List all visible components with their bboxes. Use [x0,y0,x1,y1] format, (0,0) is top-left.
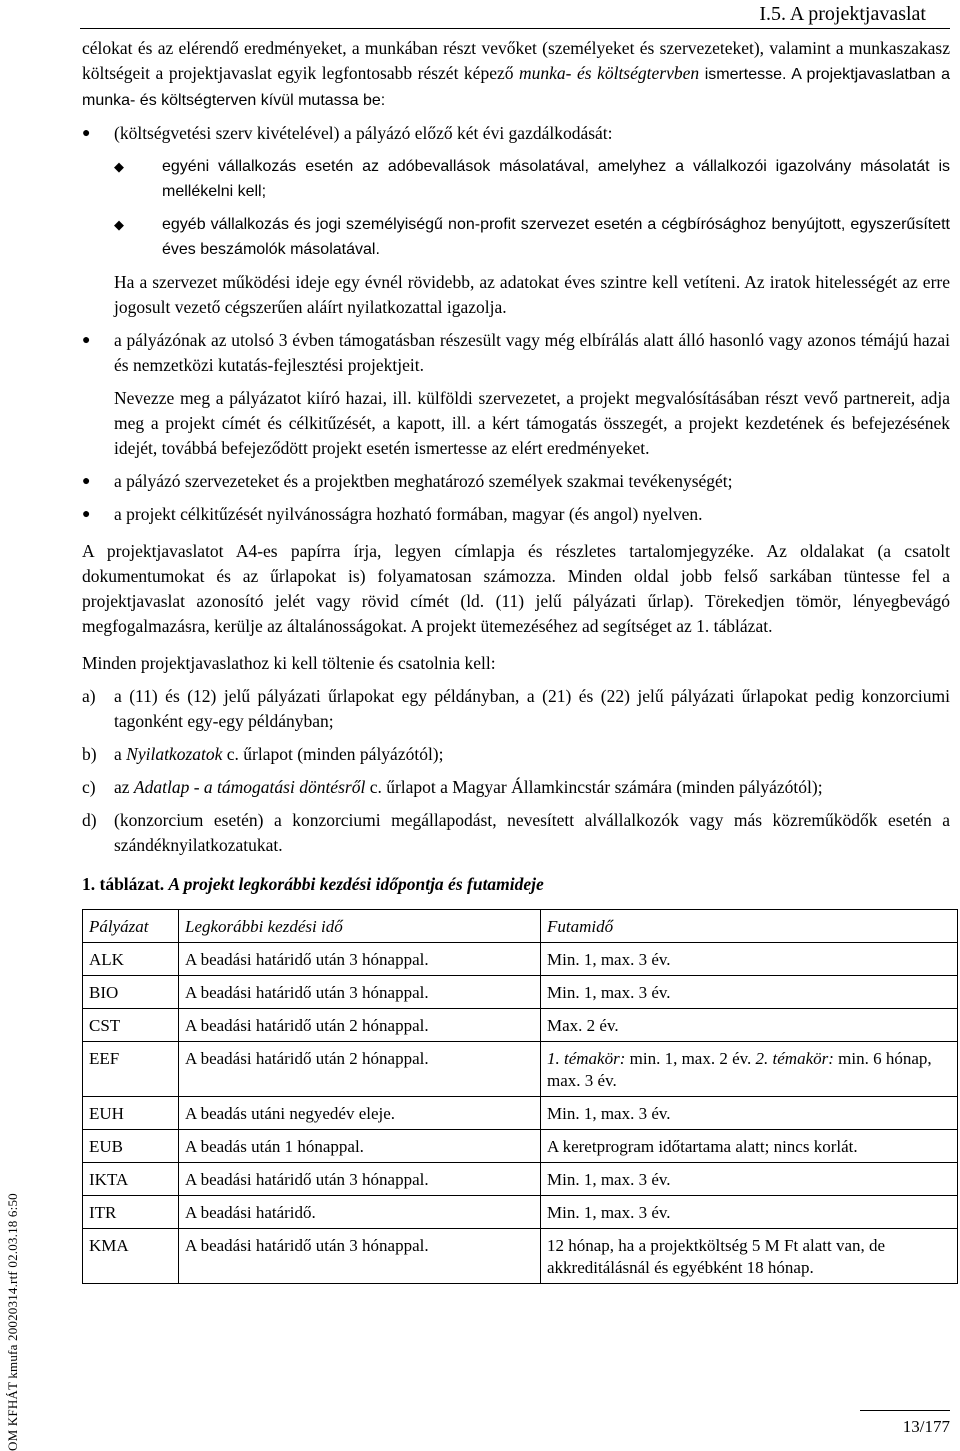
list-text [114,742,950,767]
list-text-post: c. űrlapot a Magyar Államkincstár számára (minden pályázótól); [365,777,823,797]
sub-bullet-item [114,154,950,204]
table-cell: BIO [83,976,179,1009]
table-cell: CST [83,1009,179,1042]
side-file-stamp: OM KFHÁT kmufa 20020314.rtf 02.03.18 6:50 [5,1193,20,1451]
table-row [83,1009,958,1042]
table-cell: EEF [83,1042,179,1097]
table-cell: ALK [83,943,179,976]
sub-bullet-text: egyéni vállalkozás esetén az adóbevallások másolatával, amelyhez a vállalkozói igazolvány másolatát is mellékelni kell; [162,158,950,200]
table-row [83,1097,958,1130]
table-row [83,976,958,1009]
table-caption [82,872,950,897]
eef-topic-2: 2. témakör: [755,1049,834,1068]
eef-text-2: min. 6 hónap, max. 3 év. [547,1049,932,1090]
table-row [83,1229,958,1284]
table-header-cell: Pályázat [83,910,179,943]
intro-paragraph [82,36,950,113]
table-cell: EUH [83,1097,179,1130]
list-label: d) [82,810,97,830]
list-text-italic: Adatlap - a támogatási döntésről [133,777,366,797]
bullet-dot-icon: ● [82,126,91,141]
header-title: I.5. A projektjavaslat [759,3,926,25]
table-caption-label: 1. táblázat. [82,874,165,894]
diamond-bullet-icon: ◆ [114,217,124,232]
a4-paragraph: A projektjavaslatot A4-es papírra írja, legyen címlapja és részletes tartalomjegyzéke. Az oldalakat (a csatolt dokumentumokat és az űrlapokat is) folyamatosan számozza. Minden oldal jobb felső sarkában tüntesse fel a projektjavaslat azonosító jelét vagy rövid címét (ld. (11) jelű pályázati űrlap). Törekedjen tömör, lényegbevágó megfogalmazásra, kerülje az általánosságokat. A projekt ütemezéséhez ad segítséget az 1. táblázat. [82,541,950,636]
page-number: 13/177 [902,1417,950,1436]
intro-italic: munka- és költségtervben [519,63,700,83]
table-cell: A beadási határidő után 2 hónappal. [179,1009,541,1042]
list-text: a (11) és (12) jelű pályázati űrlapokat egy példányban, a (21) és (22) jelű pályázati űrlapokat pedig konzorciumi tagonként egy-egy példányban; [114,686,950,731]
list-text-pre: a [114,744,127,764]
schedule-table [82,909,958,1284]
bullet-item [82,121,950,146]
list-text: (konzorcium esetén) a konzorciumi megállapodást, nevesített alvállalkozók vagy más közreműködők esetén a szándéknyilatkozatukat. [114,810,950,855]
table-cell [541,1042,958,1097]
table-header-cell: Futamidő [541,910,958,943]
table-cell: ITR [83,1196,179,1229]
table-cell: KMA [83,1229,179,1284]
eef-topic-1: 1. témakör: [547,1049,626,1068]
bullet-note: Ha a szervezet működési ideje egy évnél rövidebb, az adatokat éves szintre kell vetíteni. Az iratok hitelességét az erre jogosult vezető cégszerűen aláírt nyilatkozattal igazolja. [114,272,950,317]
list-item-b [82,742,950,767]
intro-text-1: célokat és az elérendő eredményeket, a munkában részt vevőket (személyeket és szervezeteket), valamint a munkaszakasz költségeit a projektjavaslat egyik legfontosabb részét képező [82,38,950,83]
table-cell: A keretprogram időtartama alatt; nincs korlát. [541,1130,958,1163]
list-item-d [82,808,950,858]
table-row [83,1196,958,1229]
list-label: c) [82,777,96,797]
bullet-dot-icon: ● [82,507,91,522]
table-header-row [83,910,958,943]
bullet-dot-icon: ● [82,333,91,348]
list-text [114,775,950,800]
bullet-dot-icon: ● [82,474,91,489]
table-cell: IKTA [83,1163,179,1196]
page-header [80,0,950,29]
table-row [83,943,958,976]
footer-divider [860,1410,950,1411]
table-cell: Min. 1, max. 3 év. [541,1097,958,1130]
table-cell: A beadási határidő után 3 hónappal. [179,1163,541,1196]
table-cell: Min. 1, max. 3 év. [541,976,958,1009]
table-cell: A beadási határidő. [179,1196,541,1229]
list-text-post: c. űrlapot (minden pályázótól); [222,744,444,764]
table-cell: A beadás utáni negyedév eleje. [179,1097,541,1130]
list-text-italic: Nyilatkozatok [126,744,223,764]
bullet-item [82,502,950,527]
table-cell: Max. 2 év. [541,1009,958,1042]
list-text-pre: az [114,777,134,797]
table-cell: A beadás után 1 hónappal. [179,1130,541,1163]
list-label: b) [82,744,97,764]
table-row [83,1163,958,1196]
table-cell: 12 hónap, ha a projektköltség 5 M Ft alatt van, de akkreditálásnál és egyébként 18 hónap. [541,1229,958,1284]
intro-text-3: ismertesse. A projektjavaslatban a munka- és költségterven kívül mutassa be: [82,66,950,109]
list-item-c [82,775,950,800]
table-cell: EUB [83,1130,179,1163]
list-label: a) [82,686,96,706]
bullet-item [82,469,950,494]
table-cell: Min. 1, max. 3 év. [541,1196,958,1229]
table-row [83,1130,958,1163]
table-cell: A beadási határidő után 3 hónappal. [179,976,541,1009]
table-cell: Min. 1, max. 3 év. [541,1163,958,1196]
list-item-a [82,684,950,734]
sub-bullet-item [114,212,950,262]
bullet-text: a pályázó szervezeteket és a projektben meghatározó személyek szakmai tevékenységét; [114,471,733,491]
bullet-text: (költségvetési szerv kivételével) a pályázó előző két évi gazdálkodását: [114,123,613,143]
table-row [83,1042,958,1097]
table-header-cell: Legkorábbi kezdési idő [179,910,541,943]
bullet-text: a projekt célkitűzését nyilvánosságra hozható formában, magyar (és angol) nyelven. [114,504,703,524]
bullet-note: Nevezze meg a pályázatot kiíró hazai, ill. külföldi szervezetet, a projekt megvalósításában részt vevő partnereit, adja meg a projekt címét és célkitűzését, a kapott, ill. a kért támogatás összegét, a projekt kezdetének és befejezésének idejét, továbbá befejeződött projekt esetén ismertesse az elért eredményeket. [114,388,950,458]
bullet-text: a pályázónak az utolsó 3 évben támogatásban részesült vagy még elbírálás alatt álló hasonló vagy azonos témájú hazai és nemzetközi kutatás-fejlesztési projektjeit. [114,330,950,375]
attach-paragraph: Minden projektjavaslathoz ki kell töltenie és csatolnia kell: [82,653,496,673]
table-caption-title: A projekt legkorábbi kezdési időpontja és futamideje [168,874,544,894]
diamond-bullet-icon: ◆ [114,159,124,174]
table-cell: A beadási határidő után 3 hónappal. [179,1229,541,1284]
eef-text-1: min. 1, max. 2 év. [625,1049,756,1068]
sub-bullet-text: egyéb vállalkozás és jogi személyiségű non-profit szervezet esetén a cégbírósághoz benyújtott, egyszerűsített éves beszámolók másolatával. [162,216,950,258]
table-cell: A beadási határidő után 2 hónappal. [179,1042,541,1097]
table-cell: Min. 1, max. 3 év. [541,943,958,976]
table-cell: A beadási határidő után 3 hónappal. [179,943,541,976]
bullet-item [82,328,950,378]
page-content [82,36,950,1284]
